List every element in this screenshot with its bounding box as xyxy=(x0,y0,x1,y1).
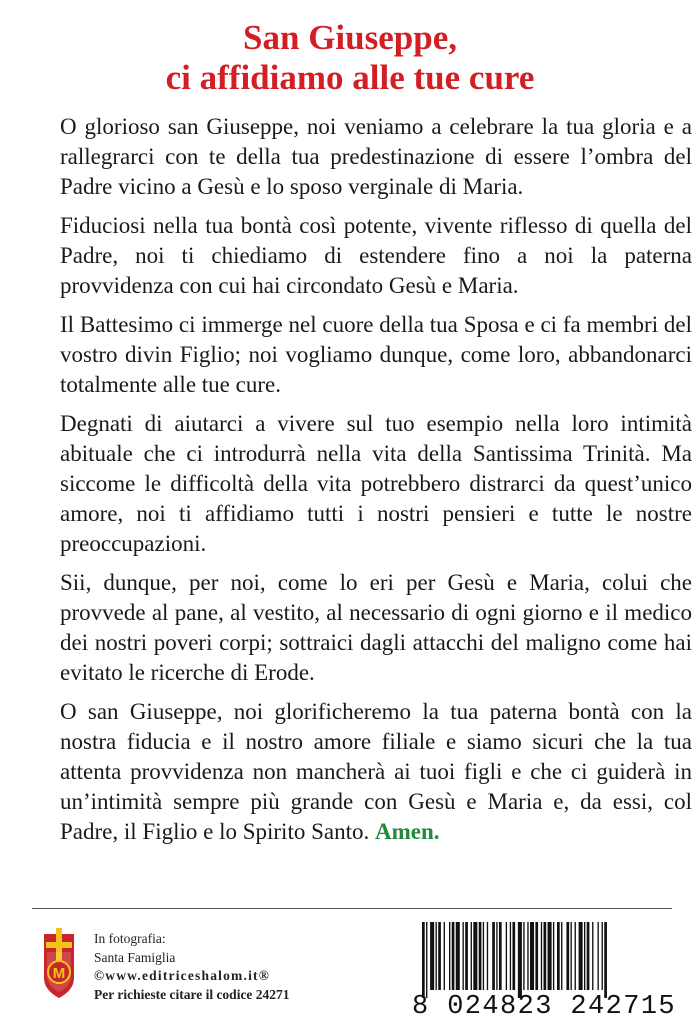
paragraph-6-text: O san Giuseppe, noi glorificheremo la tua paterna bontà con la nostra fiducia e il nostro amore filiale e siamo sicuri che la tua attenta provvidenza non mancherà ai tuoi figli e che ci guiderà in un’intimità sempre più grande con Gesù e Maria e, da essi, col Padre, il Figlio e lo Spirito Santo. xyxy=(60,699,692,844)
barcode-bar xyxy=(571,922,572,990)
paragraph-1: O glorioso san Giuseppe, noi veniamo a celebrare la tua gloria e a rallegrarci con te della tua predestinazione di essere l’ombra del Padre vicino a Gesù e lo sposo verginale di Maria. xyxy=(60,114,692,199)
barcode-bar xyxy=(487,922,488,990)
photo-subject: Santa Famiglia xyxy=(94,949,176,965)
barcode-bar xyxy=(587,922,590,990)
publisher-logo-icon xyxy=(38,928,80,1002)
barcode-bar xyxy=(553,922,554,990)
barcode-bar xyxy=(483,922,484,990)
barcode-bar xyxy=(602,922,603,990)
barcode-bar xyxy=(566,922,569,990)
barcode-bar xyxy=(430,922,434,990)
barcode-bar xyxy=(548,922,552,990)
paragraph-2: Fiduciosi nella tua bontà così potente, vivente riflesso di quella del Padre, noi ti chiediamo di estendere fino a noi la paterna provvidenza con cui hai circondato Gesù e Maria. xyxy=(60,213,692,298)
barcode-bar xyxy=(449,922,450,990)
barcode-bar xyxy=(463,922,464,990)
barcode-bar xyxy=(452,922,455,990)
barcode-bar xyxy=(510,922,511,990)
footer-divider xyxy=(32,908,672,909)
paragraph-4: Degnati di aiutarci a vivere sul tuo esempio nella loro intimità abituale che ci introdurrà nella vita della Santissima Trinità. Ma siccome le difficoltà della vita potrebbero distrarci da quest’unico amore, noi ti affidiamo tutti i nostri pensieri e tutte le nostre preoccupazioni. xyxy=(60,411,692,556)
barcode-bar xyxy=(598,922,599,990)
barcode-bar xyxy=(530,922,534,990)
photo-label: In fotografia: xyxy=(94,931,166,946)
barcode-bar xyxy=(527,922,528,990)
barcode-bar xyxy=(506,922,507,990)
footer-info xyxy=(94,930,414,1004)
barcode-bar xyxy=(523,922,524,990)
barcode-bar xyxy=(422,922,425,998)
publisher-website: ©www.editriceshalom.it® xyxy=(94,968,271,983)
barcode-bar xyxy=(465,922,468,990)
barcode-digits: 8 024823 242715 xyxy=(412,992,677,1022)
barcode-bar xyxy=(492,922,495,990)
barcode-bar xyxy=(426,922,427,998)
barcode-bar xyxy=(561,922,562,990)
paragraph-3: Il Battesimo ci immerge nel cuore della tua Sposa e ci fa membri del vostro divin Figlio; noi vogliamo dunque, come loro, abbandonarci totalmente alle tue cure. xyxy=(60,312,692,397)
barcode-bar xyxy=(471,922,472,990)
paragraph-6 xyxy=(60,697,692,847)
prayer-text xyxy=(60,112,692,856)
barcode-bar xyxy=(479,922,482,990)
title-line-2: ci affidiamo alle tue cure xyxy=(165,58,535,97)
barcode-bar xyxy=(518,922,522,998)
barcode-bar xyxy=(512,922,515,990)
barcode-bar xyxy=(541,922,542,990)
barcode-bar xyxy=(496,922,497,990)
barcode-bar xyxy=(456,922,460,990)
barcode-bar xyxy=(436,922,437,990)
barcode-bar xyxy=(473,922,477,990)
paragraph-5: Sii, dunque, per noi, come lo eri per Gesù e Maria, colui che provvede al pane, al vestito, al necessario di ogni giorno e il medico dei nostri poveri corpi; sottraici dagli attacchi del maligno come hai evitato le ricerche di Erode. xyxy=(60,570,692,685)
barcode-bar xyxy=(444,922,445,990)
barcode-bar xyxy=(544,922,547,990)
barcode-bar xyxy=(604,922,607,998)
amen-closing: Amen. xyxy=(374,819,440,844)
barcode-bar xyxy=(584,922,585,990)
barcode-bar xyxy=(438,922,441,990)
logo-letter: M xyxy=(52,965,66,982)
request-code: Per richieste citare il codice 24271 xyxy=(94,986,290,1002)
barcode-bar xyxy=(535,922,538,990)
barcode-bar xyxy=(499,922,502,990)
barcode-bar xyxy=(575,922,576,990)
barcode-bar xyxy=(592,922,593,990)
barcode-bar xyxy=(557,922,560,990)
barcode xyxy=(412,922,680,998)
page-title xyxy=(0,18,700,98)
barcode-bar xyxy=(579,922,583,990)
title-line-1: San Giuseppe, xyxy=(243,18,457,57)
